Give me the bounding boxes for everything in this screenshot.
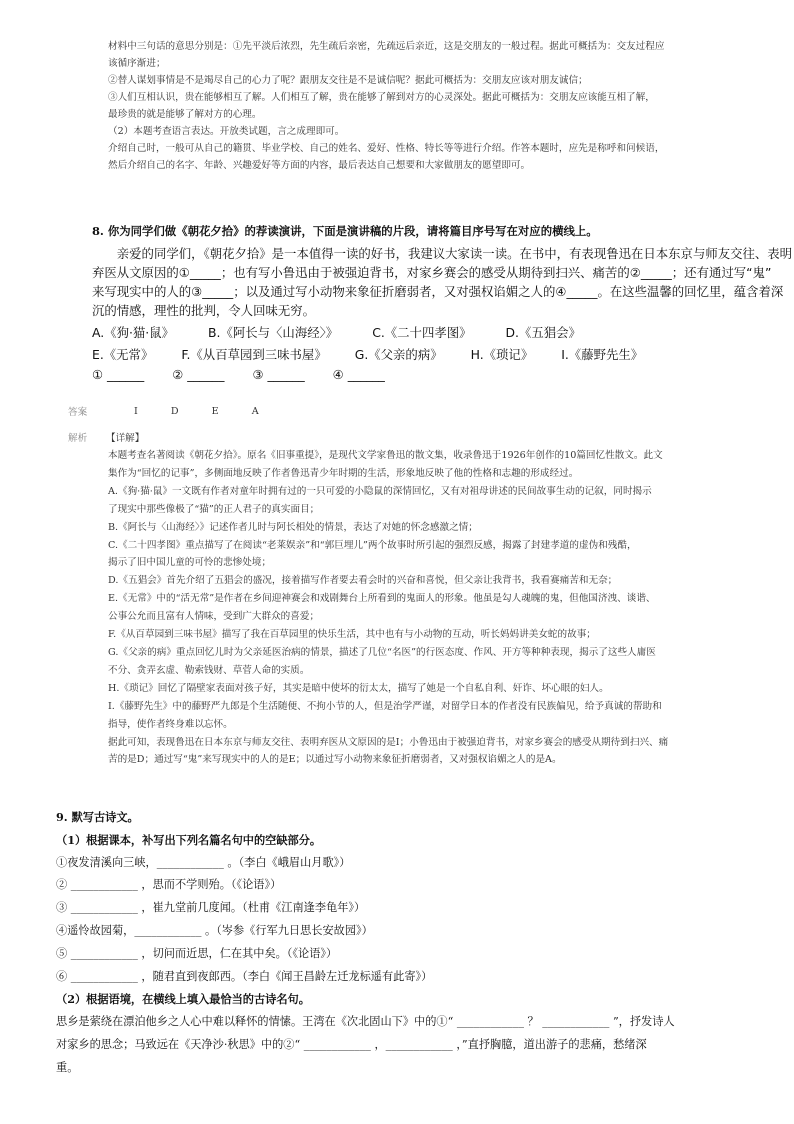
option: G.《父亲的病》 xyxy=(354,347,443,362)
text-line: 然后介绍自己的名字、年龄、兴趣爱好等方面的内容，最后表达自己想要和大家做朋友的愿望即可。 xyxy=(108,160,531,171)
answer-value: E xyxy=(211,405,219,417)
answer-blanks xyxy=(92,367,742,382)
option: A.《狗·猫·鼠》 xyxy=(92,325,175,340)
text-line: 材料中三句话的意思分别是：①先平淡后浓烈，先生疏后亲密，先疏远后亲近，这是交朋友的一般过程。据此可概括为：交友过程应 xyxy=(108,41,665,52)
question-title: 9. 默写古诗文。 xyxy=(56,810,139,824)
blank-field[interactable]: ② ______ xyxy=(172,367,225,382)
passage-line: 来写现实中的人的③_____；以及通过写小动物来象征折磨弱者，又对强权谄媚之人的④_____。在这些温馨的回忆里，蕴含着深 xyxy=(92,284,784,299)
option: C.《二十四孝图》 xyxy=(372,325,472,340)
analysis-line: E.《无常》中的“活无常”是作者在乡间迎神赛会和戏剧舞台上所看到的鬼面人的形象。他虽是勾人魂魄的鬼，但他国济洩、谈谐、 xyxy=(108,593,656,605)
answer-value: A xyxy=(251,405,259,417)
analysis-line: 公事公允而且富有人情味，受到广大群众的喜爱； xyxy=(108,611,320,623)
analysis-line: 指导，使作者终身难以忘怀。 xyxy=(108,718,233,730)
context-line[interactable]: 对家乡的思念；马致远在《天净沙·秋思》中的②“ ____________ ，____________ ，”直抒胸臆，道出游子的悲痛，愁绪深 xyxy=(56,1037,647,1051)
analysis-line: 揭示了旧中国儿童的可怜的悲惨处境； xyxy=(108,557,272,569)
answer-value: D xyxy=(170,405,179,417)
text-line: 最珍贵的就是能够了解对方的心理。 xyxy=(108,109,262,120)
answer-row xyxy=(68,404,289,418)
analysis-line: 不分、贪弄玄虚、勒索钱财、草菅人命的实质。 xyxy=(108,664,310,676)
recite-item[interactable]: ② ____________ ，思而不学则殆。（《论语》） xyxy=(56,878,282,892)
analysis-line: A.《狗·猫·鼠》一文既有作者对童年时拥有过的一只可爱的小隐鼠的深情回忆，又有对祖母讲述的民间故事生动的记叙，同时揭示 xyxy=(108,485,652,497)
option: B.《阿长与〈山海经〉》 xyxy=(208,325,339,340)
analysis-line: G.《父亲的病》重点回忆儿时为父亲延医治病的情景，描述了几位“名医”的行医态度、作风、开方等种种表现，揭示了这些人庸医 xyxy=(108,646,656,658)
option: F.《从百草园到三味书屋》 xyxy=(181,347,327,362)
analysis-label: 解析 xyxy=(68,433,88,444)
analysis-line: 据此可知，表现鲁迅在日本东京与师友交往、表明弃医从文原因的是I；小鲁迅由于被强迫背书，对家乡赛会的感受从期待到扫兴、痛 xyxy=(108,736,669,748)
blank-field[interactable]: ③ ______ xyxy=(252,367,305,382)
analysis-line: F.《从百草园到三味书屋》描写了我在百草园里的快乐生活，其中也有与小动物的互动，听长妈妈讲美女蛇的故事； xyxy=(108,629,596,641)
analysis-line: C.《二十四孝图》重点描写了在阅读“老莱娱亲”和“郭巨埋儿”两个故事时所引起的强烈反感，揭露了封建孝道的虚伪和残酷， xyxy=(108,539,637,551)
passage-line: 亲爱的同学们，《朝花夕拾》是一本值得一读的好书，我建议大家读一读。在书中，有表现鲁迅在日本东京与师友交往、表明 xyxy=(92,246,793,261)
text-line: ③人们互相认识，贵在能够相互了解。人们相互了解，贵在能够了解到对方的心灵深处。据此可概括为：交朋友应该能互相了解， xyxy=(108,92,655,103)
text-line: 介绍自己时，一般可从自己的籍贯、毕业学校、自己的姓名、爱好、性格、特长等等进行介绍。作答本题时，应先是称呼和问候语， xyxy=(108,143,665,154)
options-row xyxy=(92,345,742,363)
recite-item[interactable]: ⑤ ____________ ，切问而近思，仁在其中矣。（《论语》） xyxy=(56,946,338,960)
answer-value: I xyxy=(134,405,138,417)
analysis-line: 本题考查名著阅读《朝花夕拾》。原名《旧事重提》，是现代文学家鲁迅的散文集，收录鲁迅于1926年创作的10篇回忆性散文。此文 xyxy=(108,450,663,461)
analysis-line: H.《琐记》回忆了隔壁家表面对孩子好，其实是暗中使坏的衍太太，描写了她是一个自私自利、奸诈、坏心眼的妇人。 xyxy=(108,682,609,694)
recite-item[interactable]: ④遥怜故园菊，____________ 。（岑参《行军九日思长安故园》） xyxy=(56,923,373,937)
question-8 xyxy=(92,222,793,382)
blank-field[interactable]: ④ ______ xyxy=(332,367,385,382)
analysis-line: D.《五猖会》首先介绍了五猖会的盛况，接着描写作者要去看会时的兴奋和喜悦，但父亲让我背书，我看赛痛苦和无奈； xyxy=(108,575,618,587)
answer-values xyxy=(134,406,289,417)
option: D.《五猖会》 xyxy=(505,325,581,340)
analysis-line: B.《阿长与〈山海经〉》记述作者儿时与阿长相处的情景，表达了对她的怀念感激之情； xyxy=(108,521,478,533)
analysis-line: 集作为“回忆的记事”，多侧面地反映了作者鲁迅青少年时期的生活，形象地反映了他的性格和志趣的形成经过。 xyxy=(108,467,579,479)
analysis-line: I.《藤野先生》中的藤野严九郎是个生活随便、不拘小节的人，但是治学严谨，对留学日本的作者没有民族偏见，给予真诚的帮助和 xyxy=(108,700,662,712)
text-line: （2）本题考查语言表达。开放类试题，言之成理即可。 xyxy=(108,126,345,137)
blank-field[interactable]: ① ______ xyxy=(92,367,145,382)
question-title: 8. 你为同学们做《朝花夕拾》的荐读演讲，下面是演讲稿的片段，请将篇目序号写在对应的横线上。 xyxy=(92,224,598,238)
recite-item[interactable]: ①夜发清溪向三峡，____________ 。（李白《峨眉山月歌》） xyxy=(56,855,351,869)
prev-answer-block xyxy=(108,38,728,174)
subquestion-title: （1）根据课本，补写出下列名篇名句中的空缺部分。 xyxy=(56,832,322,847)
option: H.《琐记》 xyxy=(470,347,534,362)
analysis-line: 苦的是D；通过写“鬼”来写现实中的人的是E；以通过写小动物来象征折磨弱者，又对强权谄媚之人的是A。 xyxy=(108,754,562,766)
question-9 xyxy=(56,806,756,1080)
answer-label: 答案 xyxy=(68,407,88,418)
text-line: 该循序渐进； xyxy=(108,58,166,69)
subquestion-title: （2）根据语境，在横线上填入最恰当的古诗名句。 xyxy=(56,992,310,1007)
analysis-body xyxy=(108,447,738,769)
option: E.《无常》 xyxy=(92,347,154,362)
passage-line: 弃医从文原因的①_____；也有写小鲁迅由于被强迫背书，对家乡赛会的感受从期待到扫兴、痛苦的②_____；还有通过写“鬼” xyxy=(92,265,772,280)
analysis-header xyxy=(68,430,144,444)
passage-line: 沉的情感，理性的批判，令人回味无穷。 xyxy=(92,303,316,318)
context-line[interactable]: 思乡是萦绕在漂泊他乡之人心中难以释怀的情愫。王湾在《次北固山下》中的①“ ____________ ？ ____________ ”，抒发诗人 xyxy=(56,1015,675,1029)
text-line: ②替人谋划事情是不是竭尽自己的心力了呢？跟朋友交往是不是诚信呢？据此可概括为：交朋友应该对朋友诚信； xyxy=(108,75,588,86)
analysis-line: 了现实中那些像极了“猫”的正人君子的真实面目； xyxy=(108,503,320,515)
option: I.《藤野先生》 xyxy=(561,347,644,362)
analysis-head: 【详解】 xyxy=(106,433,145,444)
recite-item[interactable]: ⑥ ____________ ，随君直到夜郎西。（李白《闻王昌龄左迁龙标遥有此寄》） xyxy=(56,969,433,983)
options-row xyxy=(92,323,742,341)
context-line: 重。 xyxy=(56,1060,79,1074)
recite-item[interactable]: ③ ____________ ，崔九堂前几度闻。（杜甫《江南逢李龟年》） xyxy=(56,901,366,915)
